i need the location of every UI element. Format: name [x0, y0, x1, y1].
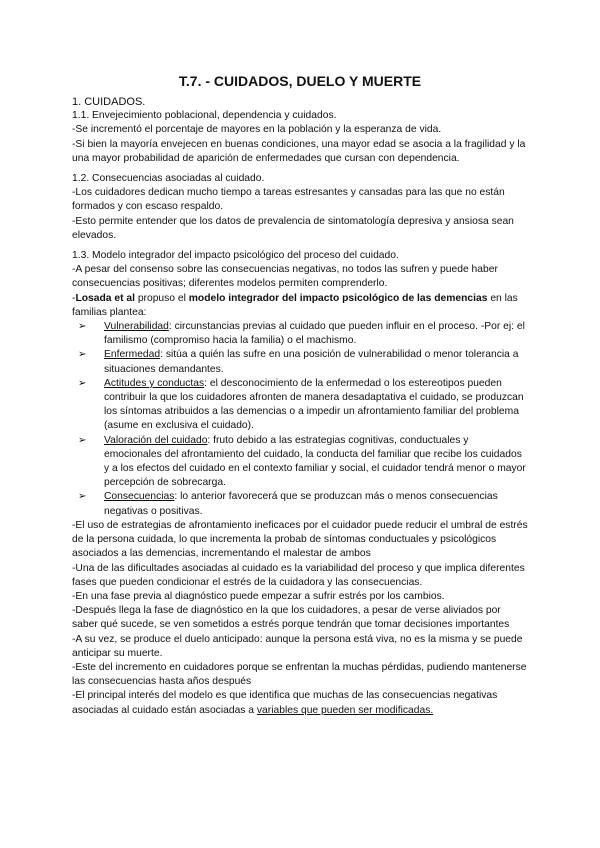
paragraph: -En una fase previa al diagnóstico puede empezar a sufrir estrés por los cambios.: [72, 590, 445, 602]
arrow-bullet-icon: ➢: [78, 349, 87, 361]
list-item: ➢ Enfermedad: sitúa a quién las sufre en una posición de vulnerabilidad o menor tolerancia a situaciones demandantes.: [78, 349, 519, 375]
paragraph: -El principal interés del modelo es que identifica que muchas de las consecuencias negativas asociadas al cuidado están asociadas a variables que pueden ser modificadas.: [72, 690, 498, 716]
arrow-bullet-icon: ➢: [78, 491, 87, 503]
subsection-heading-1-1: 1.1. Envejecimiento poblacional, dependencia y cuidados.: [72, 110, 337, 122]
paragraph: -Si bien la mayoría envejecen en buenas condiciones, una mayor edad se asocia a la fragilidad y la una mayor probabilidad de aparición de enfermedades que cursan con dependencia.: [72, 138, 526, 164]
paragraph: -Los cuidadores dedican mucho tiempo a tareas estresantes y cansadas para las que no están formados y con escaso respaldo.: [72, 187, 505, 213]
paragraph: -Losada et al propuso el modelo integrador del impacto psicológico de las demencias en las familias plantea:: [72, 292, 518, 318]
model-name: modelo integrador del impacto psicológico de las demencias: [188, 292, 488, 304]
underlined-phrase: variables que pueden ser modificadas.: [256, 704, 434, 716]
page-title: T.7. - CUIDADOS, DUELO Y MUERTE: [178, 73, 422, 89]
subsection-heading-1-3: 1.3. Modelo integrador del impacto psicológico del proceso del cuidado.: [72, 250, 399, 262]
paragraph: -A pesar del consenso sobre las consecuencias negativas, no todos las sufren y puede haber consecuencias positivas; diferentes modelos permiten comprenderlo.: [72, 264, 498, 290]
list-item: ➢ Consecuencias: lo anterior favorecerá que se produzcan más o menos consecuencias negativas o positivas.: [78, 491, 498, 517]
paragraph: -A su vez, se produce el duelo anticipado: aunque la persona está viva, no es la misma y se puede anticipar su muerte.: [72, 633, 523, 659]
arrow-bullet-icon: ➢: [78, 377, 87, 389]
list-item: ➢ Actitudes y conductas: el desconocimiento de la enfermedad o los estereotipos pueden contribuir la que los cuidadores afronten de manera desadaptativa el cuidado, se produzcan los síntomas atribuidos a las demencias o a impedir un afrontamiento familiar del problema (asume en exclusiva el cuidado).: [78, 377, 524, 432]
paragraph: -Después llega la fase de diagnóstico en la que los cuidadores, a pesar de verse aliviados por saber qué sucede, se ven sometidos a estrés porque tendrán que tomar decisiones importantes: [72, 605, 510, 631]
document-body: [72, 72, 528, 718]
paragraph: -Se incrementó el porcentaje de mayores en la población y la esperanza de vida.: [72, 124, 442, 136]
section-heading-1: 1. CUIDADOS.: [72, 96, 146, 108]
paragraph: -Este del incremento en cuidadores porque se enfrentan la muchas pérdidas, pudiendo mantenerse las consecuencias hasta años después: [72, 661, 527, 688]
subsection-heading-1-2: 1.2. Consecuencias asociadas al cuidado.: [72, 173, 265, 185]
arrow-bullet-icon: ➢: [78, 321, 87, 333]
paragraph: -El uso de estrategias de afrontamiento ineficaces por el cuidador puede reducir el umbral de estrés de la persona cuidada, lo que incrementa la probab de síntomas conductuales y psicológicos asociados a las demencias, incrementando el malestar de ambos: [72, 519, 528, 560]
bullet-list: [72, 320, 528, 519]
list-item: ➢ Valoración del cuidado: fruto debido a las estrategias cognitivas, conductuales y emocionales del afrontamiento del cuidado, la conducta del familiar que recibe los cuidados y a los efectos del cuidado en el contexto familiar y social, el cuidador tendrá menor o mayor percepción de sobrecarga.: [78, 434, 526, 489]
arrow-bullet-icon: ➢: [78, 434, 87, 446]
paragraph: -Una de las dificultades asociadas al cuidado es la variabilidad del proceso y que implica diferentes fases que pueden condicionar el estrés de la cuidadora y las consecuencias.: [72, 562, 525, 588]
author-name: Losada et al: [75, 292, 135, 304]
paragraph: -Esto permite entender que los datos de prevalencia de sintomatología depresiva y ansiosa sean elevados.: [72, 215, 514, 241]
list-item: ➢ Vulnerabilidad: circunstancias previas al cuidado que pueden influir en el proceso. -Por ej: el familismo (compromiso hacia la familia) o el machismo.: [78, 321, 525, 347]
